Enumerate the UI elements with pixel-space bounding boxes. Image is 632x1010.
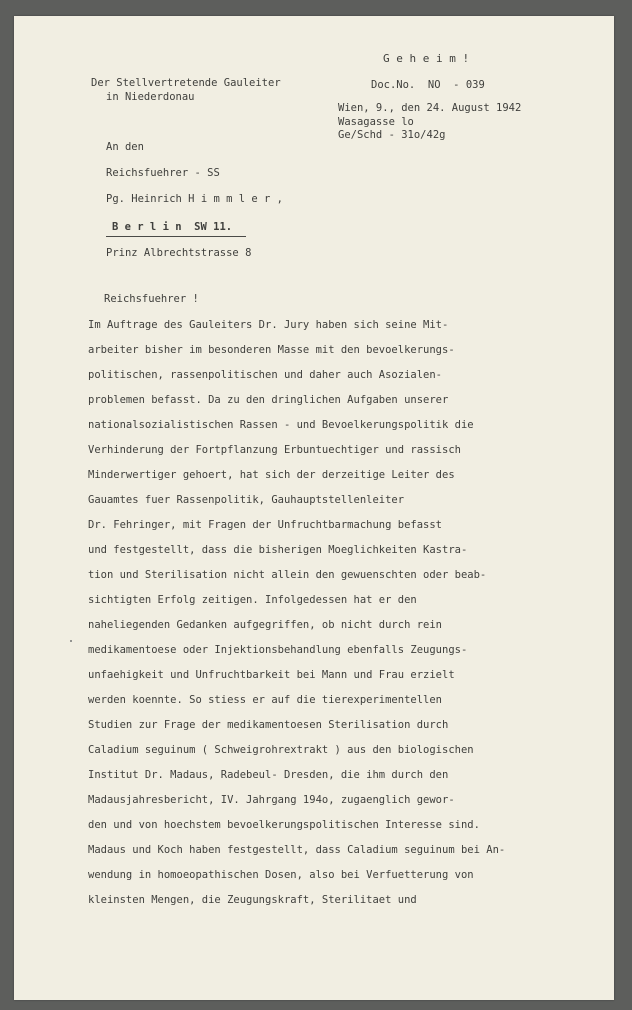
body-line: Madaus und Koch haben festgestellt, dass Caladium seguinum bei An- xyxy=(88,844,506,856)
body-line: den und von hoechstem bevoelkerungspolitischen Interesse sind. xyxy=(88,819,480,831)
sender-line-1: Der Stellvertretende Gauleiter xyxy=(91,77,281,89)
body-line: Caladium seguinum ( Schweigrohrextrakt ) aus den biologischen xyxy=(88,744,474,756)
body-line: werden koennte. So stiess er auf die tierexperimentellen xyxy=(88,694,443,706)
body-line: und festgestellt, dass die bisherigen Moeglichkeiten Kastra- xyxy=(88,544,468,556)
place-date: Wien, 9., den 24. August 1942 xyxy=(338,102,522,114)
body-line: Institut Dr. Madaus, Radebeul- Dresden, die ihm durch den xyxy=(88,769,449,781)
body-line: Dr. Fehringer, mit Fragen der Unfruchtbarmachung befasst xyxy=(88,519,443,531)
recipient-name: Pg. Heinrich H i m m l e r , xyxy=(106,193,284,205)
body-line: nationalsozialistischen Rassen - und Bevoelkerungspolitik die xyxy=(88,419,474,431)
body-line: Madausjahresbericht, IV. Jahrgang 194o, zugaenglich gewor- xyxy=(88,794,455,806)
body-line: naheliegenden Gedanken aufgegriffen, ob nicht durch rein xyxy=(88,619,443,631)
document-number: Doc.No. NO - 039 xyxy=(371,79,485,91)
body-line: wendung in homoeopathischen Dosen, also bei Verfuetterung von xyxy=(88,869,474,881)
body-line: Studien zur Frage der medikamentoesen Sterilisation durch xyxy=(88,719,449,731)
body-line: Verhinderung der Fortpflanzung Erbuntuechtiger und rassisch xyxy=(88,444,461,456)
body-line: Minderwertiger gehoert, hat sich der derzeitige Leiter des xyxy=(88,469,455,481)
body-line: problemen befasst. Da zu den dringlichen Aufgaben unserer xyxy=(88,394,449,406)
recipient-street: Prinz Albrechtstrasse 8 xyxy=(106,247,252,259)
recipient-line-2: Reichsfuehrer - SS xyxy=(106,167,220,179)
body-line: sichtigten Erfolg zeitigen. Infolgedessen hat er den xyxy=(88,594,417,606)
recipient-city-underline xyxy=(106,236,246,237)
recipient-line-1: An den xyxy=(106,141,144,153)
body-line: unfaehigkeit und Unfruchtbarkeit bei Mann und Frau erzielt xyxy=(88,669,455,681)
classification-stamp: G e h e i m ! xyxy=(383,52,470,65)
body-line: Im Auftrage des Gauleiters Dr. Jury haben sich seine Mit- xyxy=(88,319,449,331)
reference-number: Ge/Schd - 31o/42g xyxy=(338,129,446,141)
body-line: politischen, rassenpolitischen und daher auch Asozialen- xyxy=(88,369,443,381)
body-line: tion und Sterilisation nicht allein den gewuenschten oder beab- xyxy=(88,569,487,581)
body-line: kleinsten Mengen, die Zeugungskraft, Sterilitaet und xyxy=(88,894,417,906)
recipient-city: B e r l i n SW 11. xyxy=(112,221,233,233)
paper-speck xyxy=(70,640,72,642)
body-line: medikamentoese oder Injektionsbehandlung ebenfalls Zeugungs- xyxy=(88,644,468,656)
body-line: arbeiter bisher im besonderen Masse mit den bevoelkerungs- xyxy=(88,344,455,356)
sender-line-2: in Niederdonau xyxy=(106,91,195,103)
salutation: Reichsfuehrer ! xyxy=(104,293,199,305)
address-street: Wasagasse lo xyxy=(338,116,414,128)
body-line: Gauamtes fuer Rassenpolitik, Gauhauptstellenleiter xyxy=(88,494,405,506)
